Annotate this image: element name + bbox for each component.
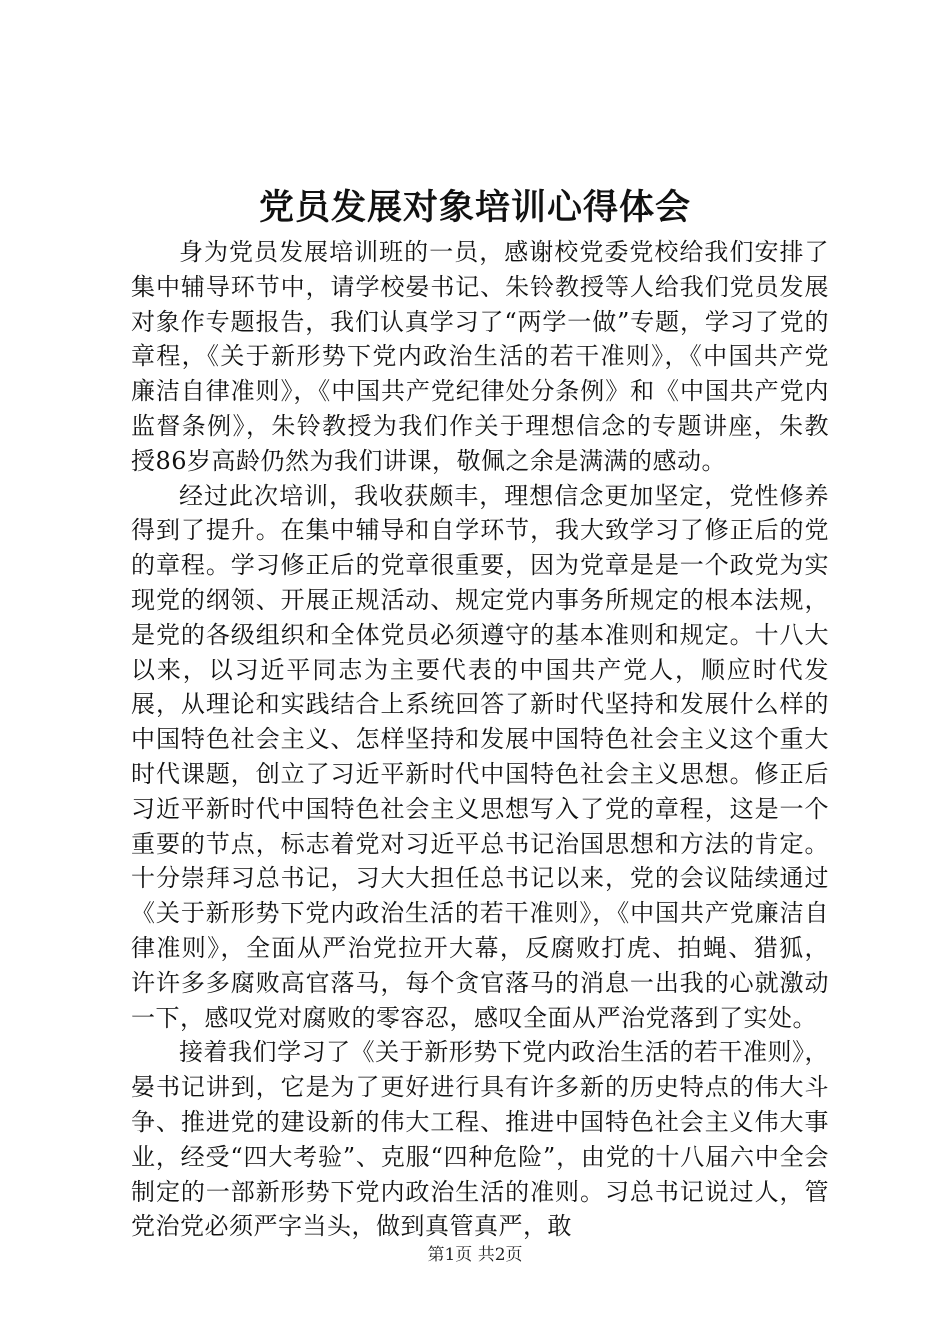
- paragraph-2: 经过此次培训，我收获颇丰，理想信念更加坚定，党性修养得到了提升。在集中辅导和自学环节，我大致学习了修正后的党的章程。学习修正后的党章很重要，因为党章是是一个政党为实现党的纲领、开展正规活动、规定党内事务所规定的根本法规，是党的各级组织和全体党员必须遵守的基本准则和规定。十八大以来，以习近平同志为主要代表的中国共产党人，顺应时代发展，从理论和实践结合上系统回答了新时代坚持和发展什么样的中国特色社会主义、怎样坚持和发展中国特色社会主义这个重大时代课题，创立了习近平新时代中国特色社会主义思想。修正后习近平新时代中国特色社会主义思想写入了党的章程，这是一个重要的节点，标志着党对习近平总书记治国思想和方法的肯定。十分崇拜习总书记，习大大担任总书记以来，党的会议陆续通过《关于新形势下党内政治生活的若干准则》，《中国共产党廉洁自律准则》，全面从严治党拉开大幕，反腐败打虎、拍蝇、猎狐，许许多多腐败高官落马，每个贪官落马的消息一出我的心就激动一下，感叹党对腐败的零容忍，感叹全面从严治党落到了实处。: [131, 481, 829, 1032]
- page-footer: 第1页 共2页: [427, 1245, 523, 1265]
- document-body: [131, 235, 829, 1244]
- paragraph-3: 接着我们学习了《关于新形势下党内政治生活的若干准则》，晏书记讲到，它是为了更好进行具有许多新的历史特点的伟大斗争、推进党的建设新的伟大工程、推进中国特色社会主义伟大事业，经受“四大考验”、克服“四种危险”，由党的十八届六中全会制定的一部新形势下党内政治生活的准则。习总书记说过人，管党治党必须严字当头，做到真管真严，敢: [131, 1038, 829, 1241]
- paragraph-1: 身为党员发展培训班的一员，感谢校党委党校给我们安排了集中辅导环节中，请学校晏书记、朱铃教授等人给我们党员发展对象作专题报告，我们认真学习了“两学一做”专题，学习了党的章程，《关于新形势下党内政治生活的若干准则》，《中国共产党廉洁自律准则》，《中国共产党纪律处分条例》和《中国共产党内监督条例》，朱铃教授为我们作关于理想信念的专题讲座，朱教授86岁高龄仍然为我们讲课，敬佩之余是满满的感动。: [131, 238, 829, 475]
- document-title: 党员发展对象培训心得体会: [258, 188, 691, 228]
